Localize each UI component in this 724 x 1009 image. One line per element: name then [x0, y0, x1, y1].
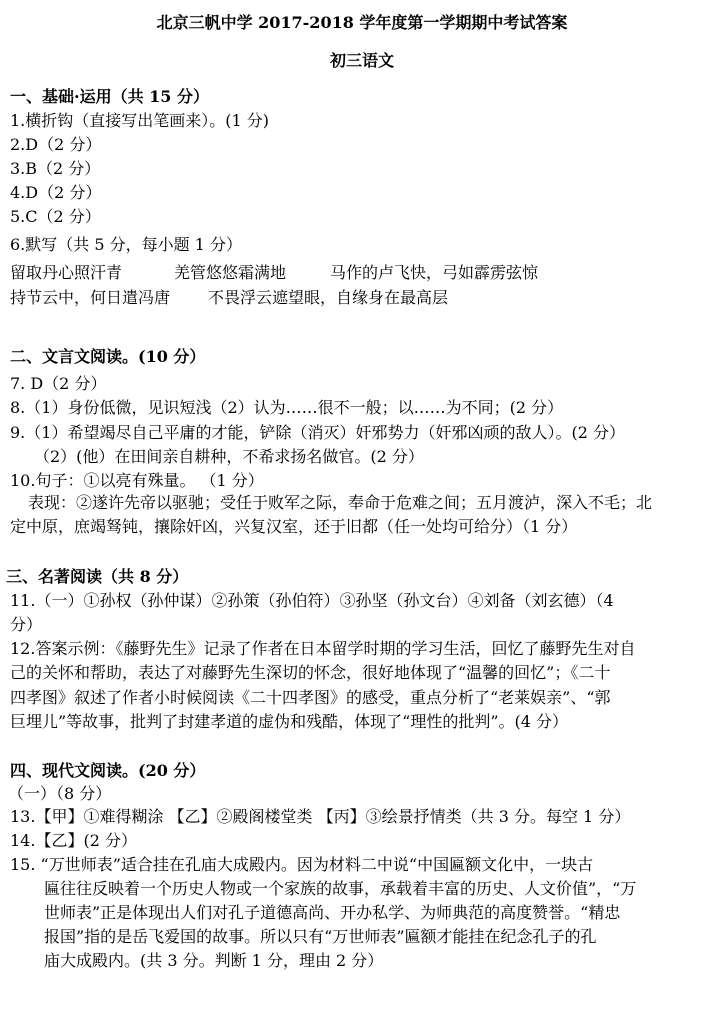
poem-answer-4: 持节云中，何日遣冯唐	[10, 288, 171, 307]
answer-q4: 4.D（2 分）	[10, 183, 102, 202]
document-subtitle: 初三语文	[329, 51, 394, 70]
answer-q11: 11.（一）①孙权（孙仲谋）②孙策（孙伯符）③孙坚（孙文台）④刘备（刘玄德）（4	[10, 591, 614, 610]
section-4-heading: 四、现代文阅读。(20 分）	[10, 761, 206, 780]
poem-answer-1: 留取丹心照汗青	[10, 263, 123, 282]
answer-q15-line-4: 报国”指的是岳飞爱国的故事。所以只有“万世师表”匾额才能挂在纪念孔子的孔	[44, 927, 597, 946]
answer-q9-1: 9.（1）希望竭尽自己平庸的才能，铲除（消灭）奸邪势力（奸邪凶顽的敌人）。(2 分）	[10, 423, 625, 442]
answer-q13: 13.【甲】①难得糊涂 【乙】②殿阁楼堂类 【丙】③绘景抒情类（共 3 分。每空 1 分）	[10, 807, 631, 826]
poem-line-2	[10, 287, 716, 309]
answer-q3: 3.B（2 分）	[10, 159, 101, 178]
part-1-label: （一）（8 分）	[8, 784, 112, 803]
poem-answer-5: 不畏浮云遮望眼，自缘身在最高层	[208, 288, 449, 307]
answer-q12-line-1: 12.答案示例：《藤野先生》记录了作者在日本留学时期的学习生活，回忆了藤野先生对自	[10, 639, 636, 658]
poem-answer-2: 羌管悠悠霜满地	[174, 263, 287, 282]
answer-q5: 5.C（2 分）	[10, 207, 101, 226]
answer-q12-line-4: 巨埋儿”等故事，批判了封建孝道的虚伪和残酷，体现了“理性的批判”。(4 分）	[10, 712, 569, 731]
answer-q12-line-2: 己的关怀和帮助，表达了对藤野先生深切的怀念，很好地体现了“温馨的回忆”；《二十	[10, 663, 611, 682]
answer-q10-performance-cont: 定中原，庶竭驽钝，攘除奸凶，兴复汉室，还于旧都（任一处均可给分）（1 分）	[10, 517, 578, 536]
answer-q15-line-3: 世师表”正是体现出人们对孔子道德高尚、开办私学、为师典范的高度赞誉。“精忠	[44, 903, 621, 922]
answer-q10-sentence: 10.句子：①以亮有殊量。 （1 分）	[10, 471, 264, 490]
answer-q7: 7. D（2 分）	[10, 374, 107, 393]
answer-q11-cont: 分）	[10, 615, 43, 634]
answer-q10-performance: 表现：②遂许先帝以驱驰；受任于败军之际，奉命于危难之间；五月渡泸，深入不毛；北	[28, 493, 653, 512]
poem-line-1	[10, 262, 716, 284]
poem-answer-3: 马作的卢飞快，弓如霹雳弦惊	[330, 263, 539, 282]
answer-q15-line-1: 15. “万世师表”适合挂在孔庙大成殿内。因为材料二中说“中国匾额文化中，一块古	[10, 855, 594, 874]
document-title: 北京三帆中学 2017-2018 学年度第一学期期中考试答案	[156, 13, 568, 32]
section-2-heading: 二、文言文阅读。(10 分）	[10, 347, 206, 366]
answer-q8: 8.（1）身份低微，见识短浅（2）认为……很不一般；以……为不同；(2 分）	[10, 398, 564, 417]
answer-q2: 2.D（2 分）	[10, 135, 102, 154]
answer-q9-2: （2）(他）在田间亲自耕种，不希求扬名做官。(2 分）	[34, 447, 424, 466]
section-1-heading: 一、基础·运用（共 15 分）	[10, 87, 209, 106]
section-3-heading: 三、名著阅读（共 8 分）	[6, 567, 189, 586]
answer-q15-line-2: 匾往往反映着一个历史人物或一个家族的故事，承载着丰富的历史、人文价值”，“万	[44, 879, 637, 898]
answer-q1: 1.横折钩（直接写出笔画来）。(1 分)	[10, 111, 270, 130]
answer-q6: 6.默写（共 5 分，每小题 1 分）	[10, 235, 242, 254]
answer-q14: 14.【乙】(2 分）	[10, 831, 137, 850]
answer-q15-line-5: 庙大成殿内。(共 3 分。判断 1 分，理由 2 分）	[44, 951, 384, 970]
answer-q12-line-3: 四孝图》叙述了作者小时候阅读《二十四孝图》的感受，重点分析了“老莱娱亲”、“郭	[10, 688, 611, 707]
